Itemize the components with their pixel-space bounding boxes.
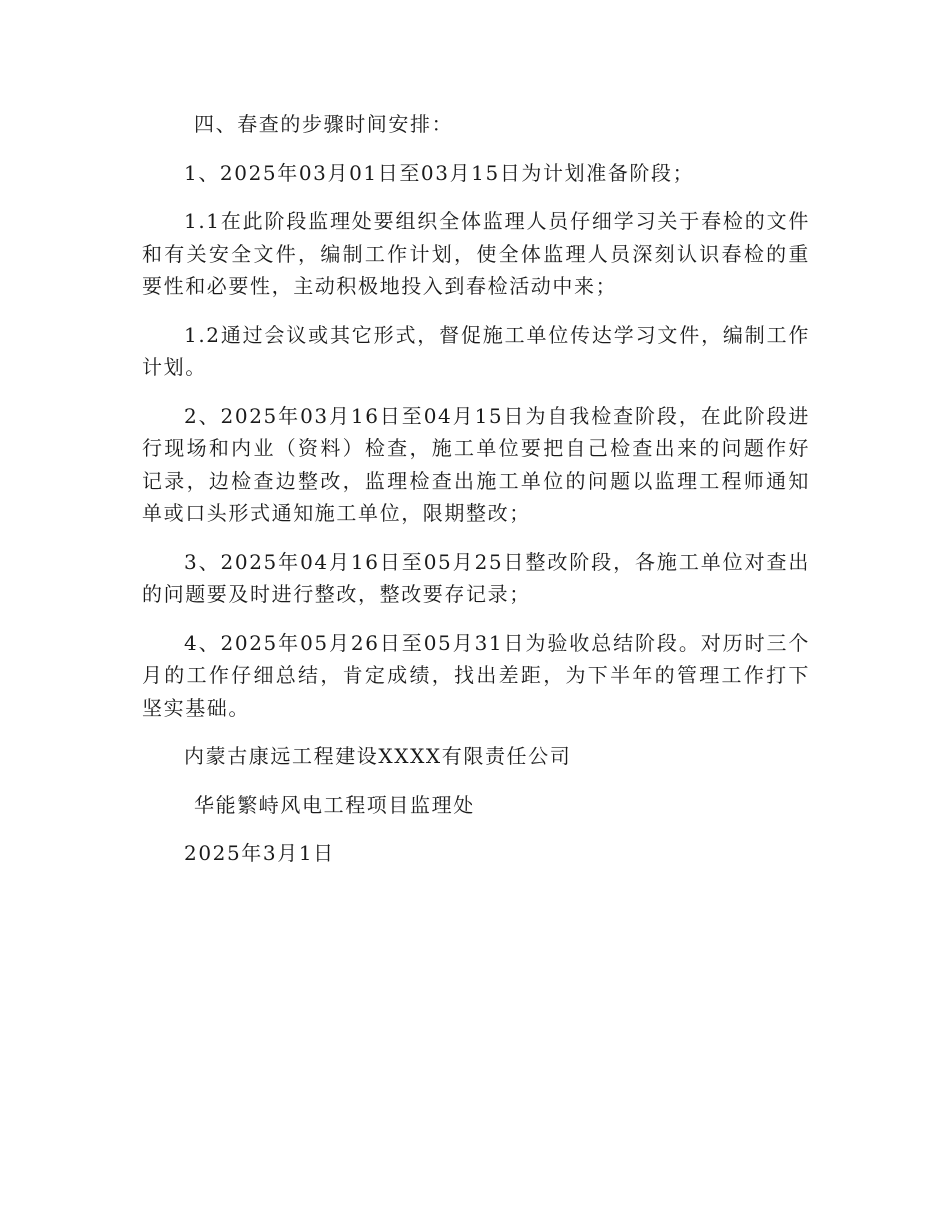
- paragraph-step-1-2: 1.2通过会议或其它形式，督促施工单位传达学习文件，编制工作计划。: [142, 322, 810, 379]
- paragraph-step-1-1: 1.1在此阶段监理处要组织全体监理人员仔细学习关于春检的文件和有关安全文件，编制工作计划，使全体监理人员深刻认识春检的重要性和必要性，主动积极地投入到春检活动中来；: [142, 209, 810, 298]
- signature-department: 华能繁峙风电工程项目监理处: [194, 792, 475, 817]
- paragraph-step-1: 1、2025年03月01日至03月15日为计划准备阶段；: [184, 160, 695, 185]
- signature-company: 内蒙古康远工程建设XXXX有限责任公司: [184, 744, 572, 768]
- paragraph-step-2: 2、2025年03月16日至04月15日为自我检查阶段，在此阶段进行现场和内业（资料）检查，施工单位要把自己检查出来的问题作好记录，边检查边整改，监理检查出施工单位的问题以监理工程师通知单或口头形式通知施工单位，限期整改；: [142, 403, 810, 525]
- paragraph-step-4: 4、2025年05月26日至05月31日为验收总结阶段。对历时三个月的工作仔细总结，肯定成绩，找出差距，为下半年的管理工作打下坚实基础。: [142, 630, 810, 720]
- document-body: [142, 108, 810, 870]
- paragraph-step-3: 3、2025年04月16日至05月25日整改阶段，各施工单位对查出的问题要及时进行整改，整改要存记录；: [142, 549, 810, 606]
- section-heading: 四、春查的步骤时间安排：: [194, 112, 454, 136]
- signature-date: 2025年3月1日: [184, 841, 335, 865]
